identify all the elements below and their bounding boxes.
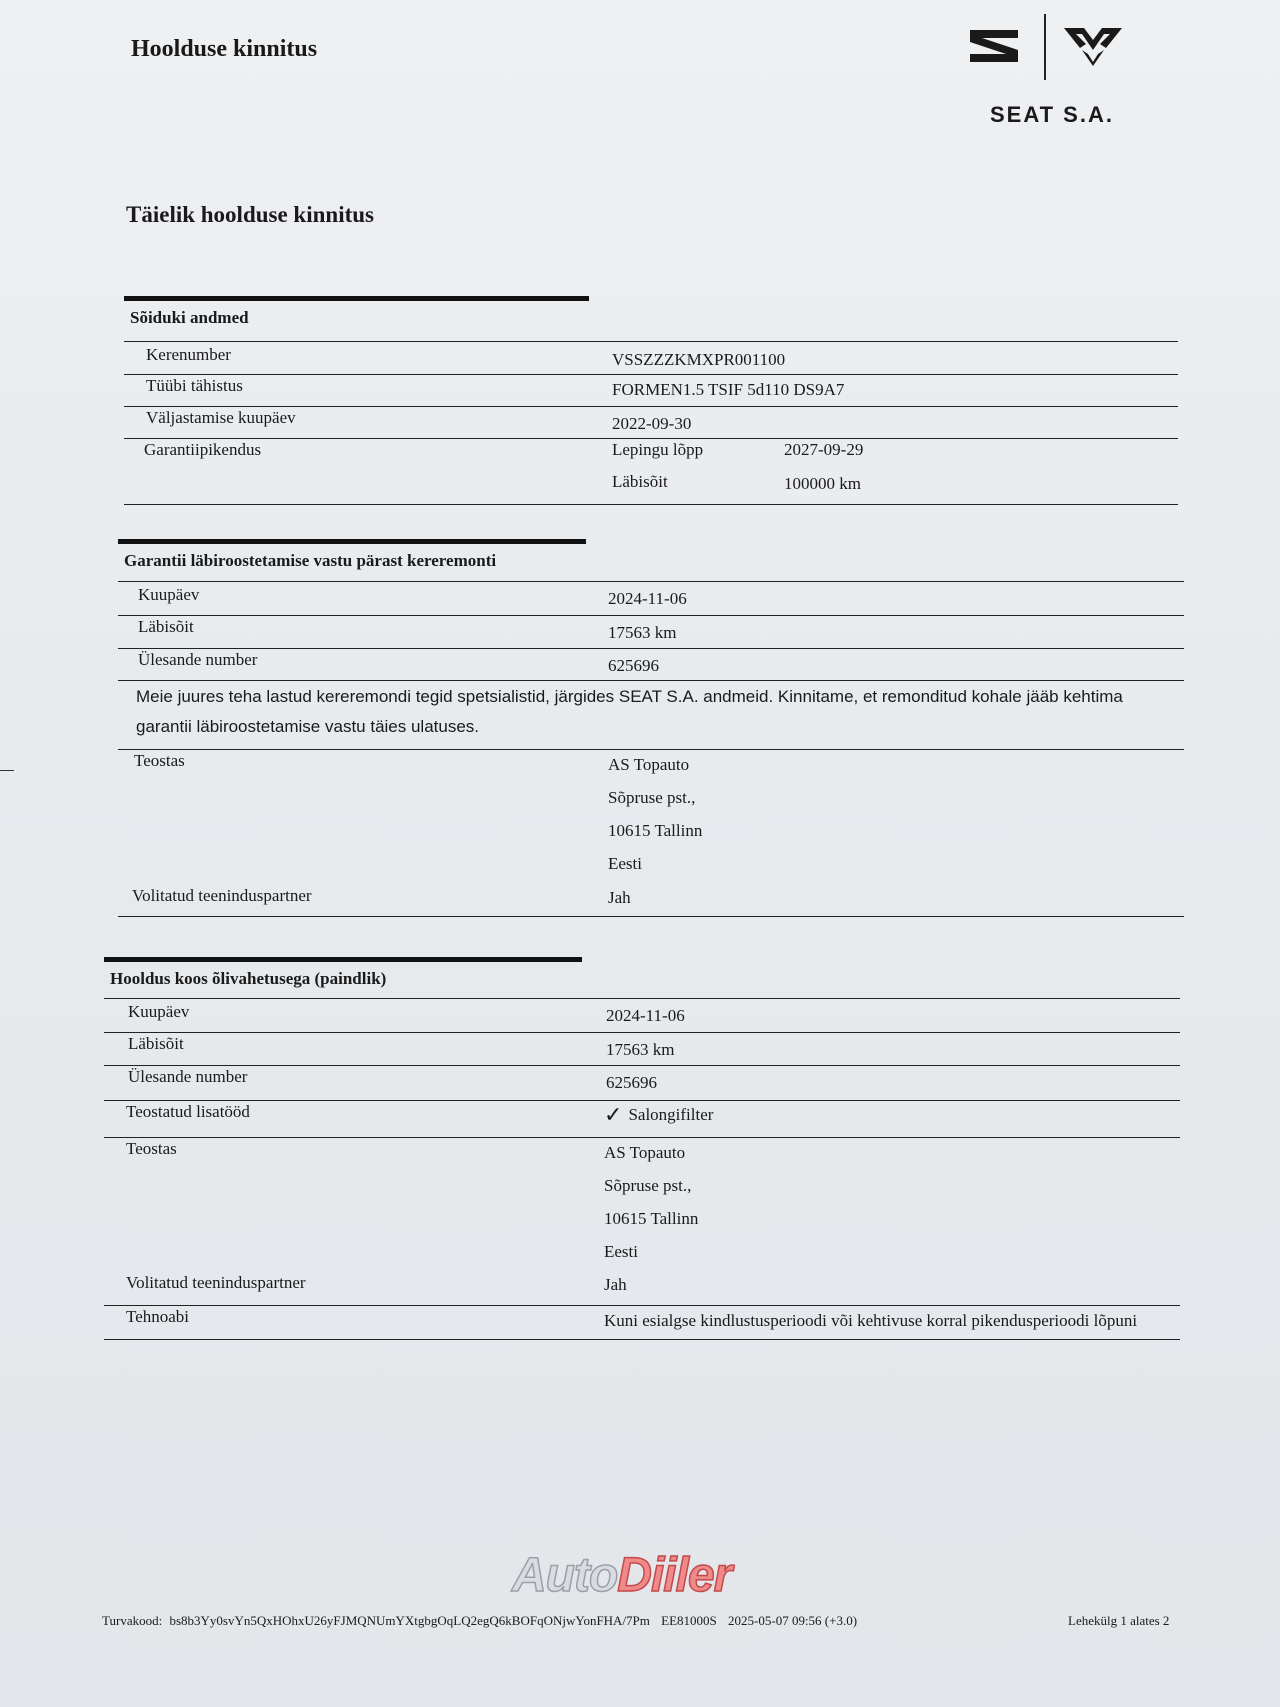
table-row: [118, 615, 1184, 647]
performer-row: [118, 749, 1184, 919]
watermark-part: Auto: [512, 1549, 618, 1602]
checkmark-icon: ✓: [604, 1102, 623, 1127]
document-code: EE81000S: [661, 1613, 717, 1628]
performer-row: [104, 1137, 1180, 1305]
row-label: Kuupäev: [138, 585, 200, 604]
address-line: Sõpruse pst.,: [608, 788, 696, 807]
row-divider: [118, 680, 1184, 681]
row-label: Ülesande number: [138, 650, 258, 669]
watermark-part: Diiler: [617, 1549, 732, 1602]
margin-mark: [0, 770, 14, 771]
service-section: [104, 957, 1180, 1342]
row-divider: [104, 1100, 1180, 1101]
row-value: 2022-09-30: [612, 414, 692, 433]
document-subtitle: Täielik hoolduse kinnitus: [126, 202, 374, 227]
row-divider: [118, 648, 1184, 649]
row-divider: [124, 438, 1178, 439]
logo-divider: [1044, 14, 1046, 80]
row-divider: [118, 916, 1184, 917]
note-line: Meie juures teha lastud kereremondi tegid spetsialistid, järgides SEAT S.A. andmeid. Kinnitame, et remonditud kohale jääb kehtima: [136, 687, 1123, 706]
row-divider: [118, 581, 1184, 582]
mileage-label: Läbisõit: [612, 472, 668, 491]
contract-end-value: 2027-09-29: [784, 440, 864, 459]
row-value: 17563 km: [608, 623, 677, 642]
row-label: Teostatud lisatööd: [126, 1102, 250, 1121]
row-divider: [124, 406, 1178, 407]
document-title: Hoolduse kinnitus: [131, 36, 318, 62]
table-row: [124, 406, 1178, 438]
brand-logos: [960, 14, 1140, 134]
row-label: Ülesande number: [128, 1067, 248, 1086]
table-row: [124, 341, 1178, 373]
corrosion-warranty-section: [118, 539, 1184, 919]
address-line: Eesti: [608, 854, 642, 873]
table-row: [104, 1100, 1180, 1132]
timestamp: 2025-05-07 09:56 (+3.0): [728, 1613, 858, 1628]
section-bar: [118, 539, 586, 544]
partner-value: Jah: [608, 888, 631, 907]
address-line: AS Topauto: [608, 755, 690, 774]
table-row: [118, 648, 1184, 680]
row-label: Väljastamise kuupäev: [146, 408, 296, 427]
row-value: 2024-11-06: [606, 1006, 685, 1025]
table-row: [104, 1305, 1180, 1339]
row-divider: [104, 1305, 1180, 1306]
mileage-value: 100000 km: [784, 474, 861, 493]
section-bar: [124, 296, 589, 301]
contract-end-label: Lepingu lõpp: [612, 440, 704, 459]
row-divider: [124, 374, 1178, 375]
table-row: [104, 998, 1180, 1030]
section-title: Garantii läbiroostetamise vastu pärast kereremonti: [124, 551, 497, 570]
page-info: Lehekülg 1 alates 2: [1068, 1613, 1170, 1628]
row-label: Teostas: [134, 751, 185, 770]
partner-value: Jah: [604, 1275, 627, 1294]
row-value: 625696: [606, 1073, 657, 1092]
section-title: Hooldus koos õlivahetusega (paindlik): [110, 969, 387, 988]
row-value: FORMEN1.5 TSIF 5d110 DS9A7: [612, 380, 845, 399]
address-line: 10615 Tallinn: [604, 1209, 699, 1228]
security-label: Turvakood:: [102, 1613, 163, 1628]
address-line: AS Topauto: [604, 1143, 686, 1162]
autodiiler-watermark: [512, 1548, 731, 1603]
row-divider: [104, 1137, 1180, 1138]
row-label: Läbisõit: [128, 1034, 184, 1053]
table-row: [124, 374, 1178, 406]
row-label: Läbisõit: [138, 617, 194, 636]
row-value: 625696: [608, 656, 659, 675]
address-line: Sõpruse pst.,: [604, 1176, 692, 1195]
row-divider: [104, 1339, 1180, 1340]
seat-logo-icon: [968, 26, 1020, 66]
note-row: [118, 680, 1184, 746]
row-label: Tüübi tähistus: [146, 376, 243, 395]
row-divider: [104, 998, 1180, 999]
footer-security: [102, 1613, 857, 1629]
vehicle-data-section: [124, 296, 1178, 506]
row-divider: [124, 341, 1178, 342]
extra-work-value: [604, 1102, 713, 1128]
address-line: 10615 Tallinn: [608, 821, 703, 840]
section-bar: [104, 957, 582, 962]
row-label: Kerenumber: [146, 345, 231, 364]
row-value: 2024-11-06: [608, 589, 687, 608]
extra-work-text: Salongifilter: [628, 1105, 714, 1124]
row-divider: [118, 615, 1184, 616]
corrosion-note: [136, 682, 1186, 742]
row-label: Teostas: [126, 1139, 177, 1158]
row-value: VSSZZZKMXPR001100: [612, 350, 786, 369]
cupra-logo-icon: [1062, 24, 1124, 74]
section-title: Sõiduki andmed: [130, 308, 249, 327]
row-divider: [118, 749, 1184, 750]
warranty-row: [124, 438, 1178, 504]
table-row: [118, 581, 1184, 613]
brand-text: SEAT S.A.: [990, 102, 1114, 127]
row-divider: [124, 504, 1178, 505]
note-line: garantii läbiroostetamise vastu täies ulatuses.: [136, 717, 480, 736]
partner-label: Volitatud teeninduspartner: [132, 886, 312, 905]
row-value: 17563 km: [606, 1040, 675, 1059]
table-row: [104, 1032, 1180, 1064]
row-divider: [104, 1032, 1180, 1033]
row-value: Kuni esialgse kindlustusperioodi või kehtivuse korral pikendusperioodi lõpuni: [604, 1311, 1138, 1330]
row-divider: [104, 1065, 1180, 1066]
row-label: Garantiipikendus: [144, 440, 262, 459]
address-line: Eesti: [604, 1242, 638, 1261]
security-code: bs8b3Yy0svYn5QxHOhxU26yFJMQNUmYXtgbgOqLQ2egQ6kBOFqONjwYonFHA/7Pm: [169, 1613, 650, 1628]
row-label: Tehnoabi: [126, 1307, 190, 1326]
row-label: Kuupäev: [128, 1002, 190, 1021]
table-row: [104, 1065, 1180, 1097]
partner-label: Volitatud teeninduspartner: [126, 1273, 306, 1292]
